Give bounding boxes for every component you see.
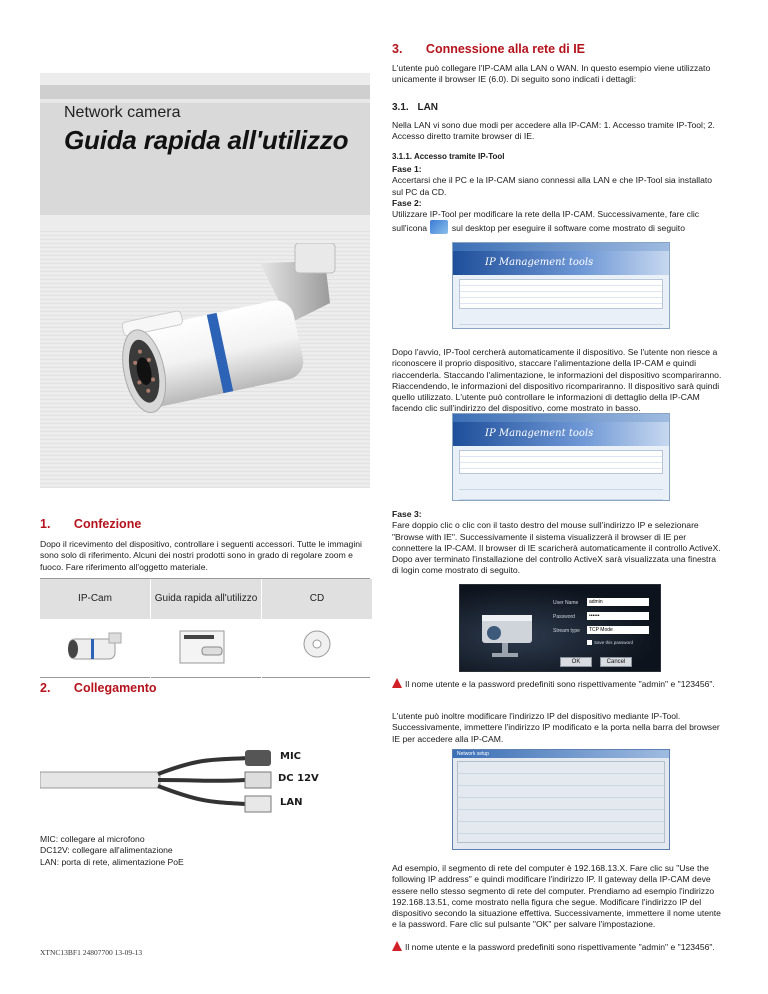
cable-note: MIC: collegare al microfono xyxy=(40,834,145,844)
login-remember[interactable] xyxy=(587,640,633,645)
tool-banner: IP Management tools xyxy=(453,422,669,446)
cable-notes xyxy=(40,834,184,868)
network-setup-form xyxy=(457,761,665,843)
login-cancel-button[interactable]: Cancel xyxy=(600,657,632,667)
section-title: Collegamento xyxy=(73,681,157,695)
login-user-label: User Name xyxy=(553,600,579,606)
step-text: Fare doppio clic o clic con il tasto destro del mouse sull'indirizzo IP e selezionare "Browse with IE". Successivamente il sistema visualizzerà il browser di IE per connettere la IP-CAM. Il browser di IE scaricherà automaticamente il controllo ActiveX. Dopo aver terminato l'installazione del controllo ActiveX sarà visualizzata una finestra di login come mostrato di seguito. xyxy=(392,520,721,576)
step-label: Fase 2: xyxy=(392,197,422,208)
warning-1 xyxy=(392,678,722,690)
section-number: 3.1. xyxy=(392,102,409,113)
package-col-guide xyxy=(151,579,261,679)
ip-tool-screenshot-2 xyxy=(452,413,670,501)
login-remember-label: Save this password xyxy=(594,640,634,645)
login-user-input[interactable]: admin xyxy=(587,598,649,606)
login-pass-label: Password xyxy=(553,614,575,620)
guide-thumb xyxy=(176,629,236,667)
section-2-heading xyxy=(40,681,157,695)
network-setup-screenshot xyxy=(452,749,670,850)
warning-icon xyxy=(392,678,402,688)
device-list xyxy=(459,450,663,474)
package-header: Guida rapida all'utilizzo xyxy=(151,579,261,619)
section-1-heading xyxy=(40,517,141,531)
ip-tool-icon xyxy=(430,220,448,234)
device-list xyxy=(459,279,663,309)
warning-2 xyxy=(392,941,722,953)
cable-illustration xyxy=(40,740,303,825)
section-31-heading xyxy=(392,102,438,113)
ip-tool-screenshot-1 xyxy=(452,242,670,329)
section-3-body: L'utente può collegare l'IP-CAM alla LAN o WAN. In questo esempio viene utilizzato unicamente il browser IE (6.0). Di seguito sono indicati i dettagli: xyxy=(392,63,711,85)
cover-band xyxy=(40,85,370,215)
section-number: 3. xyxy=(392,42,403,56)
cable-note: DC12V: collegare all'alimentazione xyxy=(40,845,173,856)
section-3-heading xyxy=(392,42,585,56)
tool-banner: IP Management tools xyxy=(453,251,669,275)
bullet-camera-image xyxy=(90,243,350,443)
camera-graphic xyxy=(474,605,544,661)
warning-text: Il nome utente e la password predefiniti sono rispettivamente "admin" e "123456". xyxy=(405,679,715,689)
section-311-heading: 3.1.1. Accesso tramite IP-Tool xyxy=(392,152,505,161)
cable-label-dc: DC 12V xyxy=(278,773,319,784)
step-text: sul desktop per eseguire il software come mostrato di seguito xyxy=(451,223,685,234)
warning-icon xyxy=(392,941,402,951)
step-text: Accertarsi che il PC e la IP-CAM siano connessi alla LAN e che IP-Tool sia installato sul PC da CD. xyxy=(392,175,713,197)
example-text: Ad esempio, il segmento di rete del computer è 192.168.13.X. Fare clic su "Use the following IP address" e quindi modificare l'indirizzo IP. Il gateway della IP-CAM deve essere nello stesso segmento di rete del computer. Prendiamo ad esempio l'indirizzo 192.168.13.51, come mostrato nella figura che segue. Modificare l'indirizzo IP del dispositivo secondo la situazione effettiva. Successivamente, immettere il nome utente e la password. Fare clic sul pulsante "OK" per salvare l'impostazione. xyxy=(392,863,721,930)
step-text: Utilizzare IP-Tool per modificare la rete della IP-CAM. Successivamente, fare clic sull'icona xyxy=(392,209,700,234)
package-col-cd xyxy=(262,579,372,679)
package-header: IP-Cam xyxy=(40,579,150,619)
section-1-body: Dopo il ricevimento del dispositivo, controllare i seguenti accessori. Tutte le immagini sono solo di riferimento. Alcuni dei nostri prodotti sono in grado di regolare zoom e fuoco. Fare riferimento all'oggetto materiale. xyxy=(40,539,362,572)
step-3 xyxy=(392,509,724,577)
checkbox-icon xyxy=(587,640,592,645)
cable-label-mic: MIC xyxy=(280,751,302,762)
cover-panel xyxy=(40,73,370,488)
login-dialog-screenshot xyxy=(459,584,661,672)
section-number: 1. xyxy=(40,517,51,531)
warning-text: Il nome utente e la password predefiniti sono rispettivamente "admin" e "123456". xyxy=(405,942,715,952)
section-number: 2. xyxy=(40,681,51,695)
package-table xyxy=(40,578,370,678)
step-label: Fase 1: xyxy=(392,164,422,174)
login-stream-select[interactable]: TCP Mode xyxy=(587,626,649,634)
cd-icon xyxy=(302,629,332,659)
steps-1-2 xyxy=(392,164,724,235)
cover-title: Guida rapida all'utilizzo xyxy=(64,125,349,155)
after-tool-text: Dopo l'avvio, IP-Tool cercherà automaticamente il dispositivo. Se l'utente non riesce a riconoscere il proprio dispositivo, staccare l'alimentazione della IP-CAM e quindi riaccenderla. Staccando l'alimentazione, le informazioni del dispositivo scompariranno. Riaccendendo, le informazioni del dispositivo ricompariranno. Il dispositivo sarà quindi quello utilizzato. L'utente può controllare le informazioni di dettaglio della IP-CAM facendo clic sull'indirizzo del dispositivo, come mostrato in basso. xyxy=(392,347,722,414)
package-col-ipcam xyxy=(40,579,150,679)
section-title: LAN xyxy=(417,102,439,113)
cover-subtitle: Network camera xyxy=(64,104,181,121)
step-label: Fase 3: xyxy=(392,509,422,519)
cable-label-lan: LAN xyxy=(280,797,303,808)
modify-ip-text: L'utente può inoltre modificare l'indirizzo IP del dispositivo mediante IP-Tool. Successivamente, immettere l'indirizzo IP modificato e la porta nella barra del browser IE per accedere alla IP-CAM. xyxy=(392,711,720,744)
login-stream-label: Stream type xyxy=(553,628,580,634)
ipcam-thumb xyxy=(65,631,125,665)
section-31-body: Nella LAN vi sono due modi per accedere alla IP-CAM: 1. Accesso tramite IP-Tool; 2. Accesso diretto tramite browser di IE. xyxy=(392,120,715,142)
package-header: CD xyxy=(262,579,372,619)
section-title: Connessione alla rete di IE xyxy=(425,42,585,56)
section-title: Confezione xyxy=(73,517,142,531)
footer-code: XTNC13BF1 24807700 13-09-13 xyxy=(40,948,143,957)
login-ok-button[interactable]: OK xyxy=(560,657,592,667)
cable-note: LAN: porta di rete, alimentazione PoE xyxy=(40,856,184,867)
window-title: Network setup xyxy=(457,751,489,757)
login-pass-input[interactable]: •••••• xyxy=(587,612,649,620)
